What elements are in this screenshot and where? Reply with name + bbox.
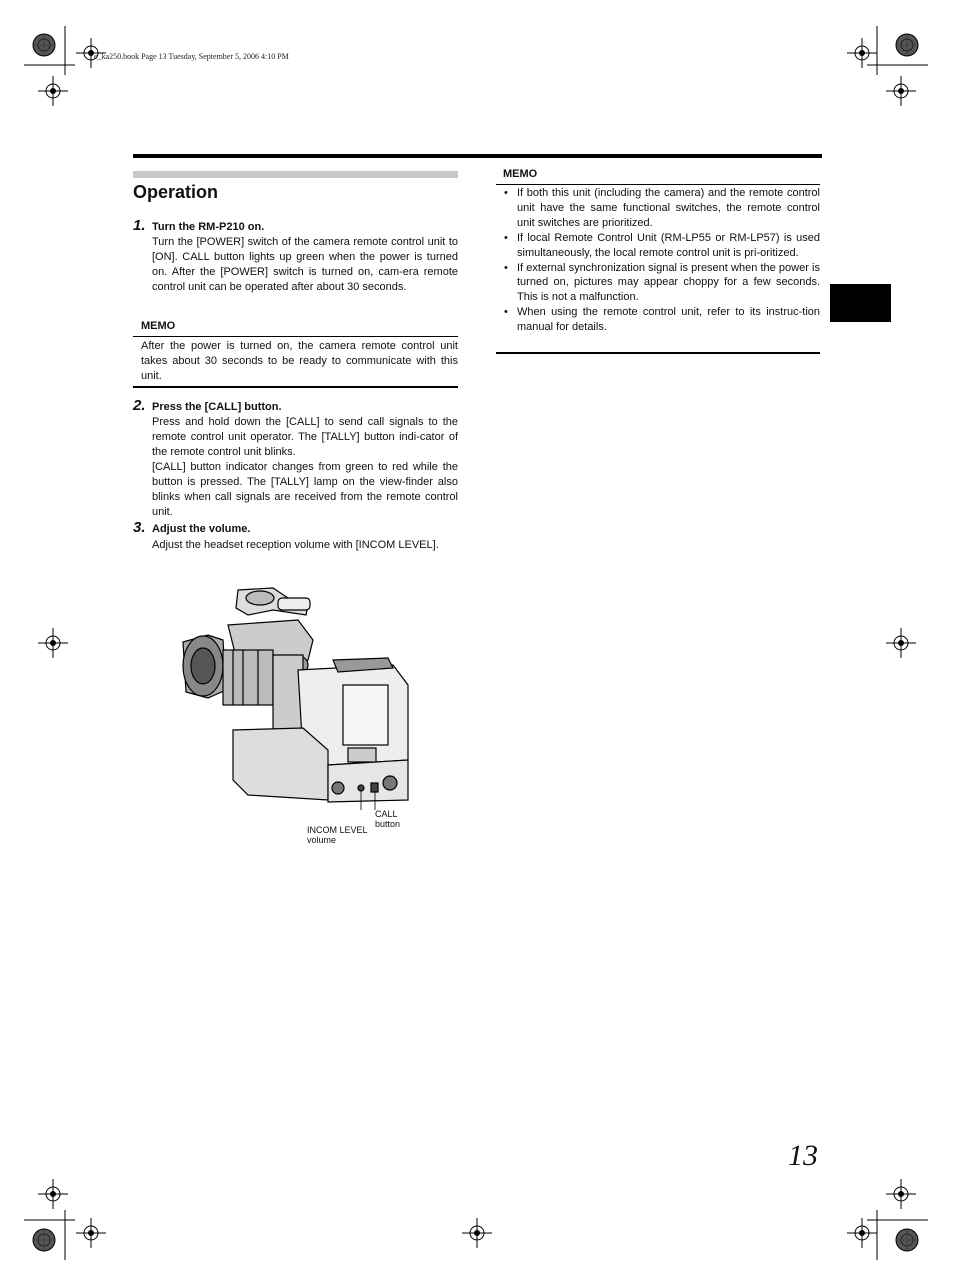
step-2-body: Press and hold down the [CALL] to send call signals to the remote control unit operator. The [TALLY] button indi-cator of the remote control unit blinks. — [152, 416, 458, 458]
step-1-number: 1. — [133, 217, 146, 234]
memo-right-item — [497, 186, 820, 231]
memo-right-item-text: When using the remote control unit, refer to its instruc-tion manual for details. — [517, 306, 820, 334]
step-3-title: Adjust the volume. — [152, 523, 251, 535]
page-number: 13 — [788, 1139, 818, 1172]
step-1-body: Turn the [POWER] switch of the camera remote control unit to [ON]. CALL button lights up green when the power is turned on. After the [POWER] switch is turned on, cam-era remote control unit can be operated after about 30 seconds. — [152, 236, 458, 293]
memo-right-label: MEMO — [503, 168, 538, 180]
incom-level-label — [307, 825, 368, 845]
memo-right-item-text: If both this unit (including the camera) and the remote control unit have the same functional switches, the remote control unit switches are prioritized. — [517, 187, 820, 229]
memo-right-item — [497, 305, 820, 335]
camera-illustration — [178, 580, 413, 810]
incom-label-line-1: INCOM LEVEL — [307, 825, 368, 835]
call-label-line-2: button — [375, 819, 401, 829]
bullet-icon: • — [504, 261, 508, 274]
memo-left-top-rule — [133, 336, 458, 337]
step-3-number: 3. — [133, 519, 146, 536]
memo-right-item — [497, 231, 820, 261]
memo-right-bottom-rule — [496, 352, 820, 354]
chapter-side-tab — [830, 284, 891, 322]
bullet-icon: • — [504, 306, 508, 319]
memo-left-bottom-rule — [133, 386, 458, 388]
bullet-icon: • — [504, 187, 508, 199]
memo-left-text: After the power is turned on, the camera remote control unit takes about 30 seconds to be ready to communicate with this unit. — [141, 340, 458, 382]
memo-right-list — [497, 186, 820, 335]
step-1-title: Turn the RM-P210 on. — [152, 221, 265, 233]
memo-right-top-rule — [496, 184, 820, 185]
step-3-body: Adjust the headset reception volume with [INCOM LEVEL]. — [152, 539, 439, 551]
memo-right-item — [497, 261, 820, 306]
top-rule — [133, 154, 822, 158]
step-2-number: 2. — [133, 397, 146, 414]
section-bar — [133, 171, 458, 178]
file-info-header: e_ka250.book Page 13 Tuesday, September 5, 2006 4:10 PM — [94, 52, 289, 61]
memo-right-item-text: If local Remote Control Unit (RM-LP55 or RM-LP57) is used simultaneously, the local remote control unit is pri-oritized. — [517, 231, 820, 259]
bullet-icon: • — [504, 231, 508, 244]
memo-right-item-text: If external synchronization signal is present when the power is turned on, pictures may appear choppy for a few seconds. This is not a malfunction. — [517, 261, 820, 304]
section-title: Operation — [133, 182, 219, 202]
memo-left-label: MEMO — [141, 320, 176, 332]
step-2-body-continued: [CALL] button indicator changes from green to red while the button is pressed. The [TALLY] lamp on the view-finder also blinks when call signals are received from the remote control unit. — [152, 461, 458, 518]
incom-label-line-2: volume — [307, 835, 337, 845]
call-button-label — [375, 809, 400, 829]
step-2-title: Press the [CALL] button. — [152, 401, 282, 413]
call-label-line-1: CALL — [375, 809, 398, 819]
